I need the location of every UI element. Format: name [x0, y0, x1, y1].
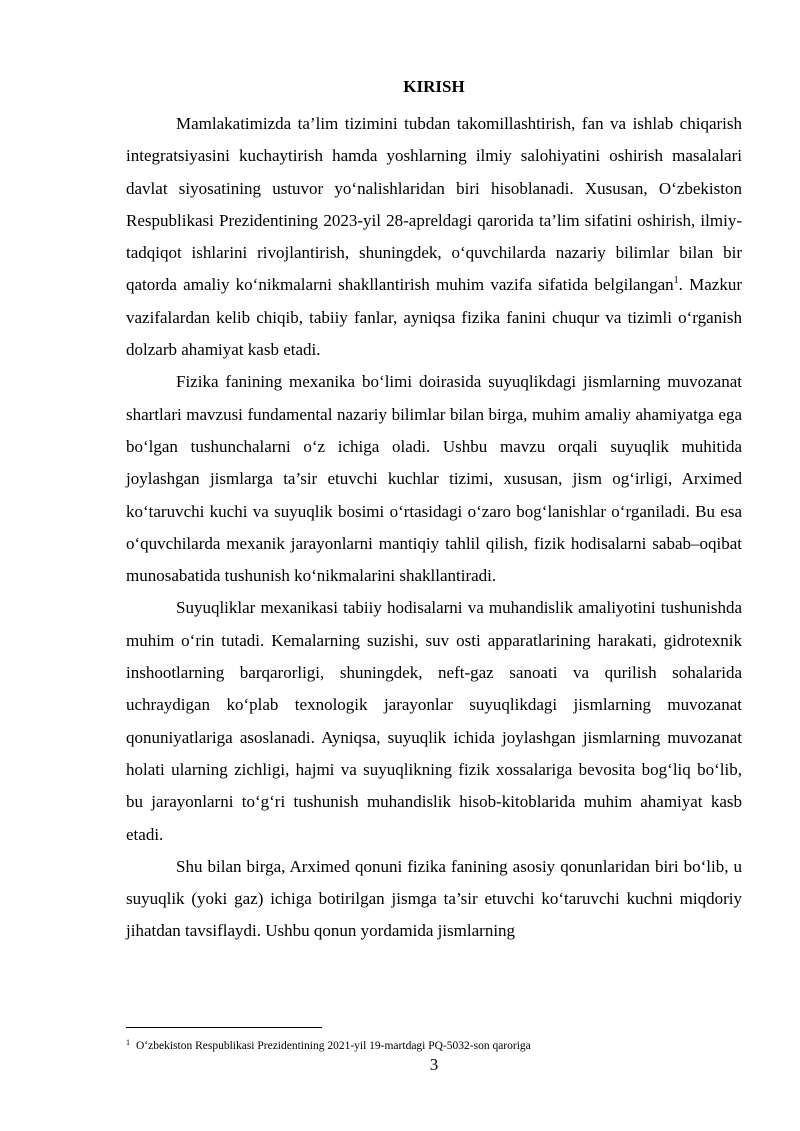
section-heading: KIRISH: [403, 77, 465, 96]
footnote-text: O‘zbekiston Respublikasi Prezidentining 2021-yil 19-martdagi PQ-5032-son qaroriga: [136, 1040, 531, 1052]
footnote-divider: [126, 1027, 322, 1028]
paragraph-3: Suyuqliklar mexanikasi tabiiy hodisalarni va muhandislik amaliyotini tushunishda muhim o‘rin tutadi. Kemalarning suzishi, suv osti apparatlarining harakati, gidrotexnik inshootlarning barqarorligi, shuningdek, neft-gaz sanoati va qurilish sohalarida uchraydigan ko‘plab texnologik jarayonlar suyuqlikdagi jismlarning muvozanat qonuniyatlariga asoslanadi. Ayniqsa, suyuqlik ichida joylashgan jismlarning muvozanat holati ularning zichligi, hajmi va suyuqlikning fizik xossalariga bevosita bog‘liq bo‘lib, bu jarayonlarni to‘g‘ri tushunish muhandislik hisob-kitoblarida muhim ahamiyat kasb etadi.: [126, 598, 742, 844]
footnote-marker: 1: [126, 1038, 130, 1047]
footnote-reference[interactable]: 1: [673, 275, 679, 287]
footnote: [126, 1039, 742, 1054]
body-text: [126, 108, 742, 948]
page-number: 3: [429, 1055, 439, 1074]
paragraph-1-text-b: . Mazkur vazifalardan kelib chiqib, tabiiy fanlar, ayniqsa fizika fanini chuqur va tizimli o‘rganish dolzarb ahamiyat kasb etadi.: [126, 275, 742, 360]
paragraph-4: Shu bilan birga, Arximed qonuni fizika fanining asosiy qonunlaridan biri bo‘lib, u suyuqlik (yoki gaz) ichiga botirilgan jismga ta’sir etuvchi ko‘taruvchi kuchni miqdoriy jihatdan tavsiflaydi. Ushbu qonun yordamida jismlarning: [126, 856, 742, 941]
paragraph-1-text-a: Mamlakatimizda ta’lim tizimini tubdan takomillashtirish, fan va ishlab chiqarish integratsiyasini kuchaytirish hamda yoshlarning ilmiy salohiyatini oshirish masalalari davlat siyosatining ustuvor yo‘nalishlaridan biri hisoblanadi. Xususan, O‘zbekiston Respublikasi Prezidentining 2023-yil 28-apreldagi qarorida ta’lim sifatini oshirish, ilmiy-tadqiqot ishlarini rivojlantirish, shuningdek, o‘quvchilarda nazariy bilimlar bilan bir qatorda amaliy ko‘nikmalarni shakllantirish muhim vazifa sifatida belgilangan: [126, 114, 742, 295]
paragraph-2: Fizika fanining mexanika bo‘limi doirasida suyuqlikdagi jismlarning muvozanat shartlari mavzusi fundamental nazariy bilimlar bilan birga, muhim amaliy ahamiyatga ega bo‘lgan tushunchalarni o‘z ichiga oladi. Ushbu mavzu orqali suyuqlik muhitida joylashgan jismlarga ta’sir etuvchi kuchlar tizimi, xususan, jism og‘irligi, Arximed ko‘taruvchi kuchi va suyuqlik bosimi o‘rtasidagi o‘zaro bog‘lanishlar o‘rganiladi. Bu esa o‘quvchilarda mexanik jarayonlarni mantiqiy tahlil qilish, fizik hodisalarni sabab–oqibat munosabatida tushunish ko‘nikmalarini shakllantiradi.: [126, 372, 742, 586]
paragraph-1: [126, 108, 742, 366]
